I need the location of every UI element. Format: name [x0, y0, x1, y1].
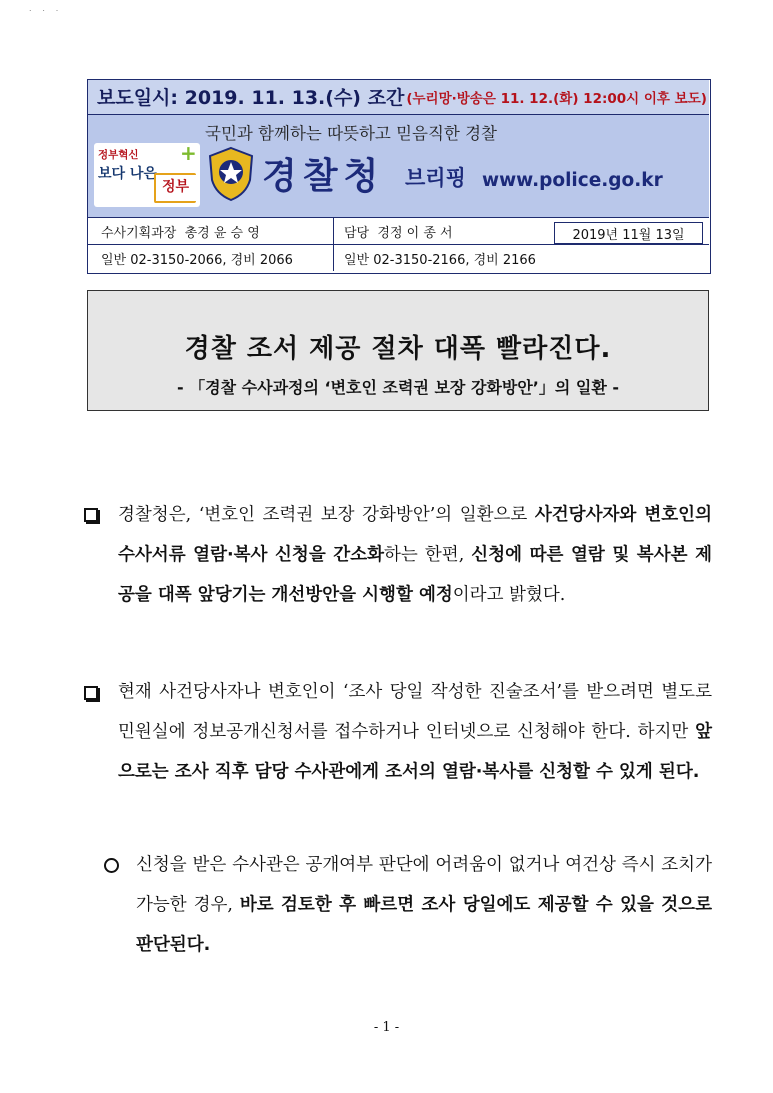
square-bullet-icon: [84, 686, 98, 700]
release-date: 보도일시: 2019. 11. 13.(수) 조간: [97, 87, 405, 109]
p1-bold-2: 신청에 따른 열람 및 복사본 제공을 대폭 앞당기는 개선방안을 시행할 예정: [118, 545, 712, 605]
p2-bold-1: 앞으로는 조사 직후 담당 수사관에게 조서의 열람·복사를 신청할 수 있게 된다.: [118, 722, 712, 782]
phone-left-text: 일반 02-3150-2066, 경비 2066: [101, 252, 293, 268]
square-bullet-icon: [84, 508, 98, 522]
headline: 경찰 조서 제공 절차 대폭 빨라진다.: [184, 334, 612, 364]
agency-name: 경찰청: [262, 156, 385, 197]
p1-text-3: 이라고 밝혔다.: [452, 585, 566, 605]
p1-text-1: 경찰청은, ‘변호인 조력권 보장 강화방안’의 일환으로: [118, 505, 535, 525]
circle-bullet-icon: [104, 858, 119, 873]
subheadline: - 「경찰 수사과정의 ‘변호인 조력권 보장 강화방안’」의 일환 -: [176, 378, 620, 397]
phone-right-text: 일반 02-3150-2166, 경비 2166: [344, 252, 536, 268]
paragraph-1: [118, 495, 712, 615]
dept-head-text: 수사기획과장 총경 윤 승 영: [101, 225, 260, 241]
release-date-box: 2019년 11월 13일: [554, 222, 703, 244]
gov-logo-line3: 정부: [162, 179, 190, 195]
briefing-label: 브리핑: [405, 166, 466, 190]
plus-icon: +: [180, 141, 197, 165]
paragraph-3: [136, 845, 712, 965]
scan-artifact: ˙ ˙ ˙: [28, 10, 63, 20]
gov-logo-line1: 정부혁신: [98, 149, 139, 161]
page-number: - 1 -: [373, 1020, 400, 1035]
paragraph-2: [118, 672, 712, 792]
gov-logo-line2: 보다 나은: [98, 166, 157, 182]
p3-bold-1: 바로 검토한 후 빠르면 조사 당일에도 제공할 수 있을 것으로 판단된다.: [136, 895, 712, 955]
p3-text-1: 신청을 받은 수사관은 공개여부 판단에 어려움이 없거나 여건상 즉시 조치가 가능한 경우,: [136, 855, 712, 915]
header-frame: [87, 79, 711, 274]
broadcast-embargo: (누리망·방송은 11. 12.(화) 12:00시 이후 보도): [406, 90, 707, 107]
p2-text-1: 현재 사건당사자나 변호인이 ‘조사 당일 작성한 진술조서’를 받으려면 별도로 민원실에 정보공개신청서를 접수하거나 인터넷으로 신청해야 한다. 하지만: [118, 682, 712, 742]
contact-person-text: 담당 경정 이 종 서: [344, 225, 453, 241]
slogan: 국민과 함께하는 따뜻하고 믿음직한 경찰: [205, 124, 497, 143]
p1-bold-1: 사건당사자와 변호인의 수사서류 열람·복사 신청을 간소화: [118, 505, 712, 565]
website-url: www.police.go.kr: [482, 170, 663, 191]
p1-text-2: 하는 한편,: [384, 545, 472, 565]
